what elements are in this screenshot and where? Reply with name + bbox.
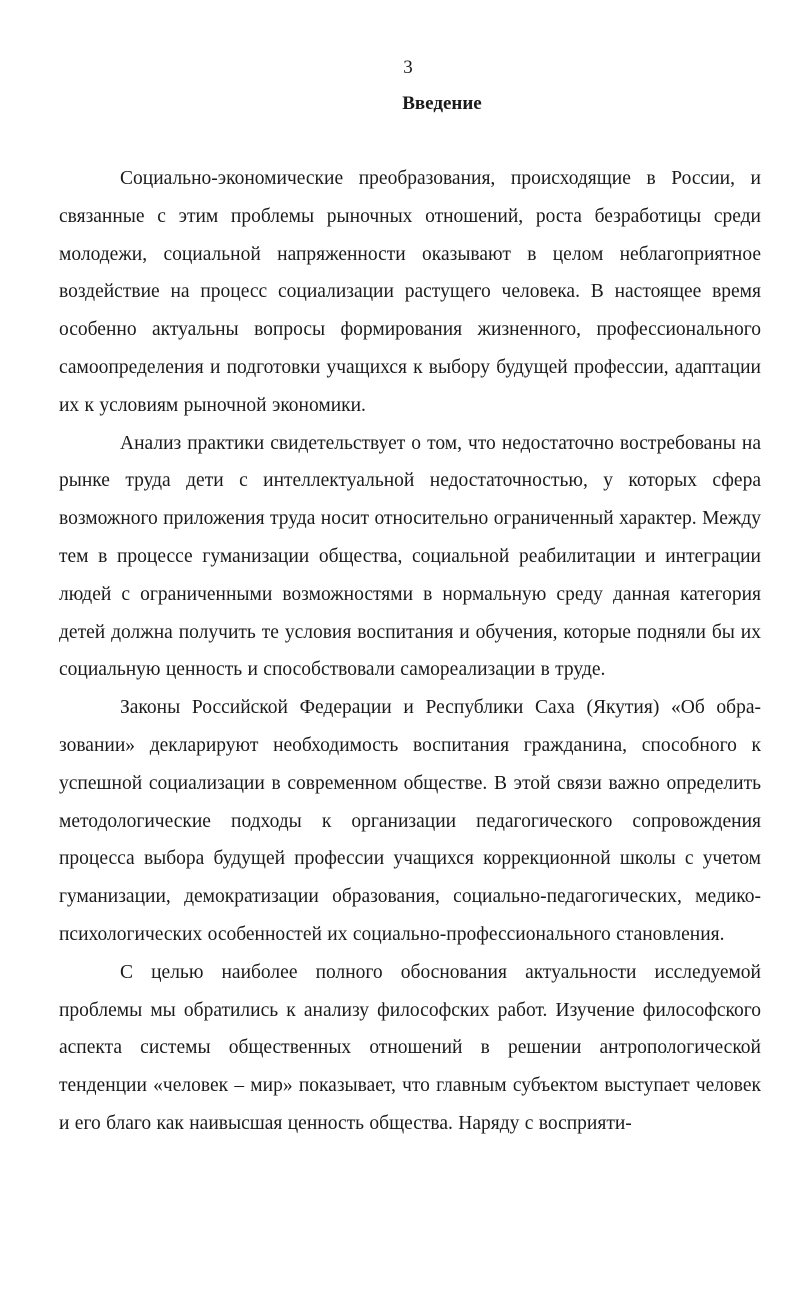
paragraph-philosophical-analysis: С целью наиболее полного обоснования актуальности исследуемой проблемы мы обратились к анализу философских работ. Изучение философского аспекта системы общественных отношений в решении антропологической тенденции «человек – мир» показывает, что главным субъектом выступает человек и его благо как наивысшая ценность общества. Наряду с восприяти-: [59, 961, 761, 1134]
paragraph-socioeconomic-changes: Социально-экономические преобразования, происходящие в России, и связанные с этим проблемы рыночных отношений, роста безработицы среди молодежи, социальной напряженности оказывают в целом неблагоприятное воздействие на процесс социализации растущего человека. В настоящее время особенно актуальны вопросы формирования жизненного, профессионального самоопределения и подготовки учащихся к выбору будущей профессии, адаптации их к условиям рыночной экономики.: [59, 168, 761, 416]
paragraph-practice-analysis: Анализ практики свидетельствует о том, что недостаточно востребованы на рынке труда дети с интеллектуальной недостаточностью, у которых сфера возможного приложения труда носит относительно ограниченный характер. Между тем в процессе гуманизации общества, социальной реабилитации и интеграции людей с ограниченными возможностями в нормальную среду данная категория детей должна получить те условия воспитания и обучения, которые подняли бы их социальную ценность и способствовали самореализации в труде.: [59, 432, 761, 681]
body-text: [59, 160, 761, 1143]
page-number: 3: [403, 57, 413, 78]
paragraph-education-laws: Законы Российской Федерации и Республики Саха (Якутия) «Об образовании» декларируют необходимость воспитания гражданина, способного к успешной социализации в современном обществе. В этой связи важно определить методологические подходы к организации педагогического сопровождения процесса выбора будущей профессии учащихся коррекционной школы с учетом гуманизации, демократизации образования, социально-педагогических, медико-психологических особенностей их социально-профессионального становления.: [59, 697, 761, 945]
page-title: Введение: [402, 93, 482, 114]
